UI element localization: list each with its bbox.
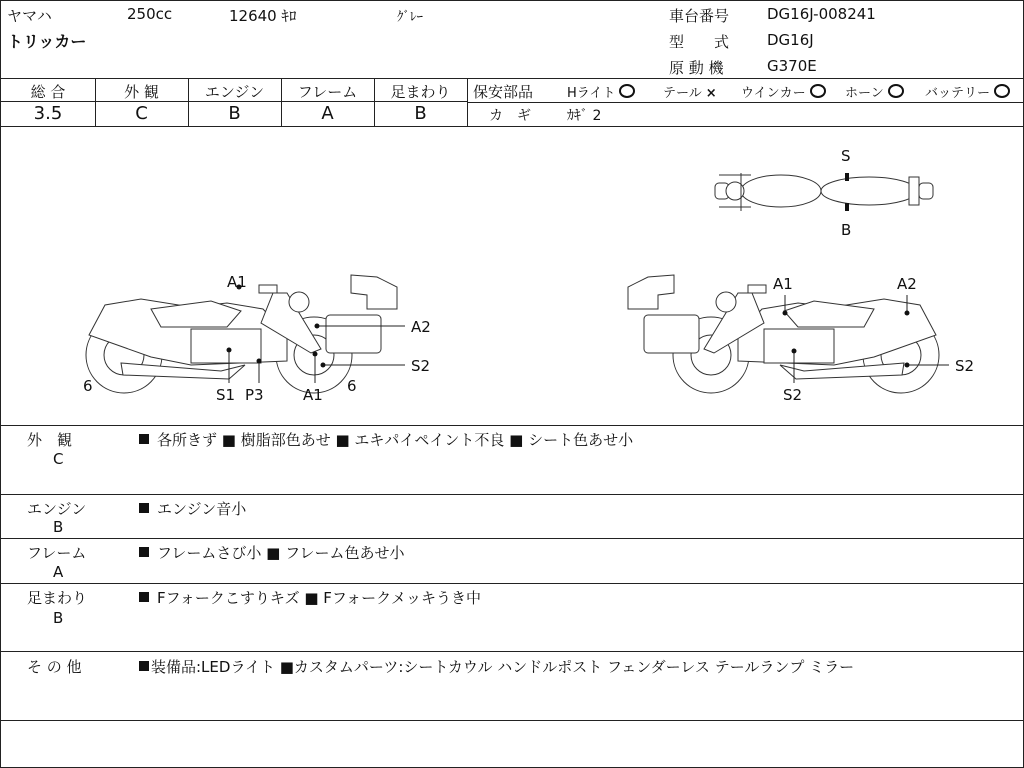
remark-text-frame: フレームさび小 ■ フレーム色あせ小: [137, 542, 405, 563]
grade-label-frame: フレーム: [297, 83, 358, 101]
label-left-a1: A1: [227, 273, 247, 291]
remark-text-other: 装備品:LEDライト ■カスタムパーツ:シートカウル ハンドルポスト フェンダーレス テールランプ ミラー: [137, 656, 854, 677]
label-top-s: S: [841, 147, 851, 165]
mark-top-s: [845, 173, 849, 181]
chassis-number: DG16J-008241: [767, 5, 876, 23]
remark-text-suspension: Fフォークこすりキズ ■ Fフォークメッキうき中: [137, 587, 481, 608]
remark-text-engine: エンジン音小: [137, 498, 246, 519]
type-value: DG16J: [767, 31, 814, 49]
engine-value: G370E: [767, 57, 817, 75]
mark-right-s2b: [792, 349, 797, 354]
remark-grade-engine: B: [53, 518, 64, 536]
mark-left-a2: [315, 324, 320, 329]
bullet-icon: [139, 661, 149, 671]
remark-label-engine: エンジン: [27, 500, 87, 518]
displacement: 250cc: [127, 5, 173, 23]
mark-left-s1: [227, 348, 232, 353]
damage-diagram: [1, 127, 1023, 425]
safety-item-winker: ウインカー: [741, 82, 826, 101]
bullet-icon: [139, 503, 149, 513]
engine-label: 原 動 機: [669, 59, 724, 77]
key-label: カ ギ: [489, 108, 531, 124]
divider: [467, 78, 468, 126]
label-left-p3: P3: [245, 386, 264, 404]
label-left-s2: S2: [411, 357, 431, 375]
ok-mark-icon: [810, 84, 826, 98]
grade-label-suspension: 足まわり: [390, 83, 451, 101]
maker: ヤマハ: [7, 7, 52, 25]
label-left-6b: 6: [347, 377, 357, 395]
safety-title: 保安部品: [473, 83, 534, 101]
ok-mark-icon: [888, 84, 904, 98]
type-label: 型 式: [669, 33, 730, 51]
safety-item-tail: テール ×: [663, 86, 717, 101]
label-left-6a: 6: [83, 377, 93, 395]
safety-item-battery: バッテリー: [925, 82, 1010, 101]
mark-right-s2a: [905, 363, 910, 368]
bullet-icon: [139, 547, 149, 557]
mark-right-a2: [905, 311, 910, 316]
divider: [1, 583, 1023, 584]
grade-value-engine: B: [228, 103, 241, 124]
bullet-icon: [139, 592, 149, 602]
mark-left-p3: [257, 359, 262, 364]
mark-left-a1b: [313, 352, 318, 357]
remark-label-exterior: 外 観: [27, 431, 73, 449]
mileage: 12640 ｷﾛ: [229, 7, 297, 25]
grade-value-suspension: B: [414, 103, 427, 124]
label-left-s1: S1: [216, 386, 236, 404]
mark-right-a1: [783, 311, 788, 316]
remark-grade-exterior: C: [53, 450, 64, 468]
divider: [1, 651, 1023, 652]
ok-mark-icon: [619, 84, 635, 98]
label-top-b: B: [841, 221, 852, 239]
grade-label-exterior: 外 観: [124, 83, 159, 101]
mark-left-s2: [321, 363, 326, 368]
label-left-a2: A2: [411, 318, 431, 336]
bike-top-view: [715, 173, 933, 211]
label-right-s2b: S2: [783, 386, 803, 404]
divider: [1, 78, 1023, 79]
label-right-a2: A2: [897, 275, 917, 293]
divider: [1, 425, 1023, 426]
label-right-s2a: S2: [955, 357, 975, 375]
remark-text-exterior: 各所きず ■ 樹脂部色あせ ■ エキパイペイント不良 ■ シート色あせ小: [137, 429, 633, 450]
remark-label-suspension: 足まわり: [27, 589, 88, 607]
mark-top-b: [845, 203, 849, 211]
grade-label-total: 総 合: [30, 83, 66, 101]
divider: [1, 720, 1023, 721]
safety-item-headlight: Hライト: [567, 82, 635, 101]
remark-label-frame: フレーム: [27, 544, 87, 562]
remark-grade-suspension: B: [53, 609, 64, 627]
body-color: ｸﾞﾚｰ: [397, 10, 423, 25]
label-left-a1b: A1: [303, 386, 323, 404]
bike-left-view: [86, 275, 397, 393]
remark-label-other: そ の 他: [27, 658, 82, 676]
divider: [1, 538, 1023, 539]
divider: [467, 102, 1023, 103]
chassis-label: 車台番号: [669, 7, 730, 25]
label-right-a1: A1: [773, 275, 793, 293]
grade-value-frame: A: [321, 103, 334, 124]
safety-item-horn: ホーン: [845, 82, 904, 101]
divider: [1, 494, 1023, 495]
bullet-icon: [139, 434, 149, 444]
ng-mark-icon: ×: [705, 86, 717, 101]
remark-grade-frame: A: [53, 563, 64, 581]
model-name: トリッカー: [7, 32, 87, 51]
grade-value-exterior: C: [135, 103, 148, 124]
grade-label-engine: エンジン: [204, 83, 265, 101]
ok-mark-icon: [994, 84, 1010, 98]
grade-value-total: 3.5: [33, 103, 63, 124]
key-value: ｶｷﾞ 2: [567, 108, 602, 124]
